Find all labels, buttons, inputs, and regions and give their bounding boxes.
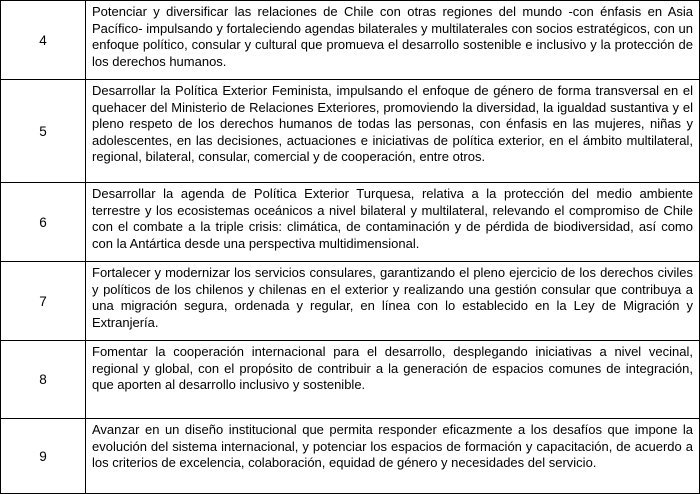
table-row [1,419,700,494]
objective-number: 5 [1,80,86,183]
objective-number: 8 [1,341,86,419]
objective-number: 7 [1,262,86,341]
objective-text: Desarrollar la agenda de Política Exterior Turquesa, relativa a la protección del medio ambiente terrestre y los ecosistemas oceánicos a nivel bilateral y multilateral, relevando el compromiso de Chile con el combate a la triple crisis: climática, de contaminación y de pérdida de biodiversidad, así como con la Antártica desde una perspectiva multidimensional. [86,183,700,262]
objective-number: 9 [1,419,86,494]
objective-text: Fomentar la cooperación internacional para el desarrollo, desplegando iniciativas a nivel vecinal, regional y global, con el propósito de contribuir a la generación de espacios comunes de integración, que aporten al desarrollo inclusivo y sostenible. [86,341,700,419]
objective-text: Fortalecer y modernizar los servicios consulares, garantizando el pleno ejercicio de los derechos civiles y políticos de los chilenos y chilenas en el exterior y realizando una gestión consular que contribuya a una migración segura, ordenada y regular, en línea con lo establecido en la Ley de Migración y Extranjería. [86,262,700,341]
objective-text: Avanzar en un diseño institucional que permita responder eficazmente a los desafíos que impone la evolución del sistema internacional, y potenciar los espacios de formación y capacitación, de acuerdo a los criterios de excelencia, colaboración, equidad de género y necesidades del servicio. [86,419,700,494]
objective-text: Desarrollar la Política Exterior Feminista, impulsando el enfoque de género de forma transversal en el quehacer del Ministerio de Relaciones Exteriores, promoviendo la diversidad, la igualdad sustantiva y el pleno respeto de los derechos humanos de todas las personas, con énfasis en las mujeres, niñas y adolescentes, en las decisiones, actuaciones e iniciativas de política exterior, en el ámbito multilateral, regional, bilateral, consular, comercial y de cooperación, entre otros. [86,80,700,183]
table-row [1,183,700,262]
table-row [1,1,700,80]
table-row [1,80,700,183]
table-row [1,341,700,419]
objective-text: Potenciar y diversificar las relaciones de Chile con otras regiones del mundo -con énfasis en Asia Pacífico- impulsando y fortaleciendo agendas bilaterales y multilaterales con socios estratégicos, con un enfoque político, consular y cultural que promueva el desarrollo sostenible e inclusivo y la protección de los derechos humanos. [86,1,700,80]
objectives-table-body [1,1,700,494]
objective-number: 4 [1,1,86,80]
table-row [1,262,700,341]
objective-number: 6 [1,183,86,262]
